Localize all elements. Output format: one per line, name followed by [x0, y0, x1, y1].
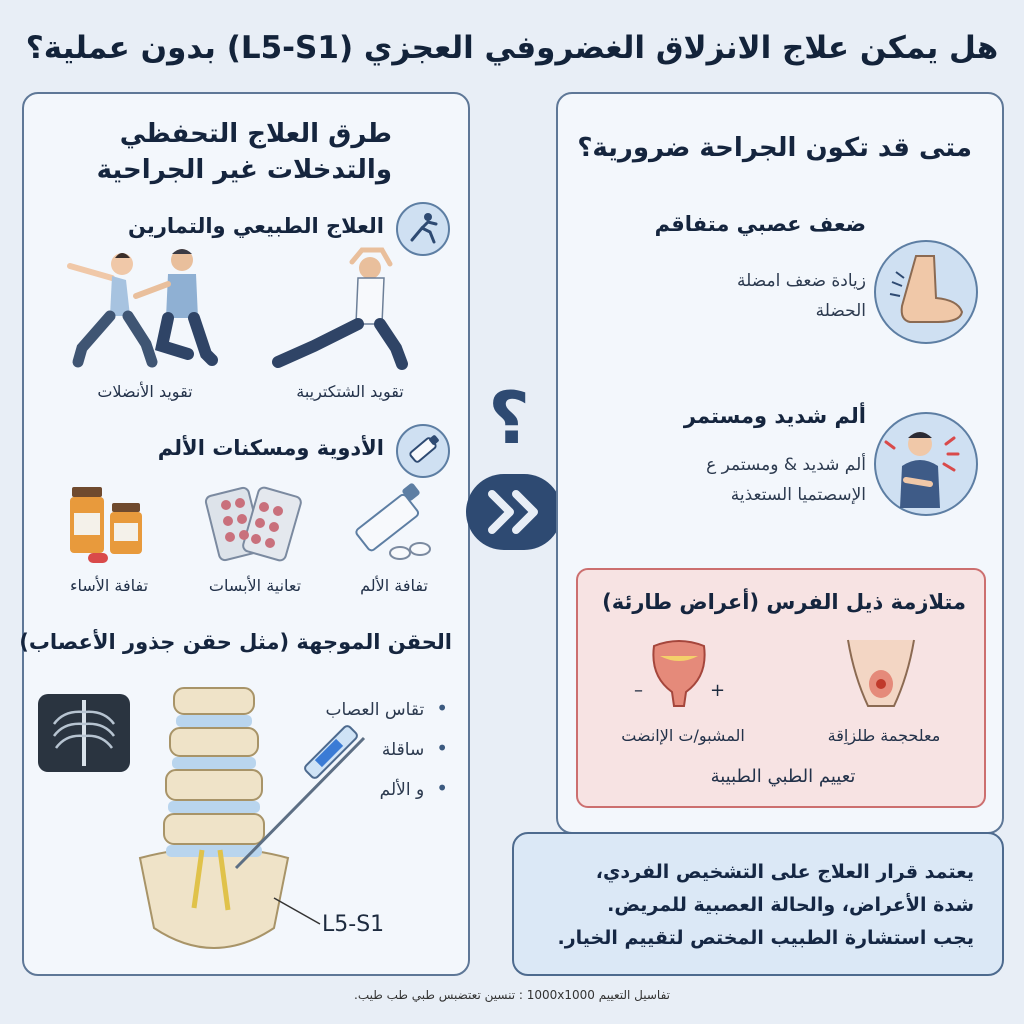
question-mark: ؟: [488, 376, 530, 460]
pelvis-icon: [836, 636, 926, 716]
physio-heading: العلاج الطبيعي والتمارين: [128, 214, 384, 238]
cauda-caption-bladder: المشبو/ت الإانضت: [621, 726, 745, 745]
meds-caption-3: تفافة الألم: [360, 576, 428, 595]
bladder-icon: [634, 636, 724, 716]
meds-caption-1: تفافة الأساء: [69, 576, 149, 595]
pain-heading: ألم شديد ومستمر: [683, 404, 866, 428]
cauda-heading: متلازمة ذيل الفرس (أعراض طارئة): [602, 590, 966, 614]
summary-line2: شدة الأعراض، والحالة العصبية للمريض.: [607, 894, 974, 916]
blister-pack-illustration: [204, 479, 304, 569]
page-title: هل يمكن علاج الانزلاق الغضروفي العجزي (L5-S1) بدون عملية؟: [25, 30, 999, 66]
svg-text:+: +: [710, 680, 724, 701]
svg-text:–: –: [634, 680, 643, 701]
surgery-heading: متى قد تكون الجراحة ضرورية؟: [577, 133, 972, 163]
conservative-heading-line2: والتدخلات غير الجراحية: [96, 155, 392, 185]
xray-icon: [38, 694, 130, 772]
pain-text-line2: الإسصتميا الستعذية: [730, 485, 866, 505]
injections-heading: الحقن الموجهة (مثل حقن جذور الأعصاب): [19, 630, 452, 654]
summary-line1: يعتمد قرار العلاج على التشخيص الفردي،: [595, 861, 974, 883]
weakness-heading: ضعف عصبي متفاقم: [654, 212, 866, 236]
chevron-arrow-icon: [466, 470, 562, 554]
therapist-stretch-illustration: [60, 244, 230, 374]
cauda-equina-alert: [576, 568, 986, 808]
cauda-footer: تعييم الطبي الطبيبة: [710, 766, 856, 787]
physio-caption-2: تقويد الشتكتريبة: [296, 382, 404, 401]
injection-benefit-3: • و الألم: [278, 768, 448, 808]
spine-level-label: L5-S1: [322, 912, 385, 937]
physio-caption-1: تقويد الأنضلات: [97, 382, 193, 401]
foot-icon: [874, 240, 978, 344]
summary-box: [512, 832, 1004, 976]
lunge-stretch-illustration: [270, 244, 430, 374]
cauda-caption-saddle: معلحجمة طلزاِقة: [827, 726, 941, 745]
conservative-heading-line1: طرق العلاج التحفظي: [119, 119, 392, 149]
meds-caption-2: تعانية الأبسات: [208, 576, 302, 595]
ointment-tube-icon: [396, 424, 450, 478]
injection-benefit-2: • ساقلة: [278, 728, 448, 768]
injection-benefit-1: • تقاس العصاب: [278, 688, 448, 728]
pain-person-icon: [874, 412, 978, 516]
weakness-text-line1: زيادة ضعف امضلة: [737, 271, 866, 291]
summary-line3: يجب استشارة الطبيب المختص لتقييم الخيار.: [557, 927, 974, 949]
weakness-text-line2: الحضلة: [815, 301, 866, 321]
weakness-text: [666, 266, 866, 326]
cream-tube-illustration: [348, 479, 438, 569]
pain-text-line1: ألم شديد & ومستمر ع: [706, 455, 866, 475]
pain-text: [626, 450, 866, 510]
conservative-treatment-panel: [19, 92, 470, 976]
footer-note: تفاسيل التعييم 1000x1000 : تنسين تعتضبس طبي طب طيب.: [354, 988, 670, 1002]
meds-heading: الأدوية ومسكنات الألم: [157, 436, 384, 460]
conservative-heading: [52, 116, 392, 188]
pill-bottles-illustration: [64, 479, 154, 569]
